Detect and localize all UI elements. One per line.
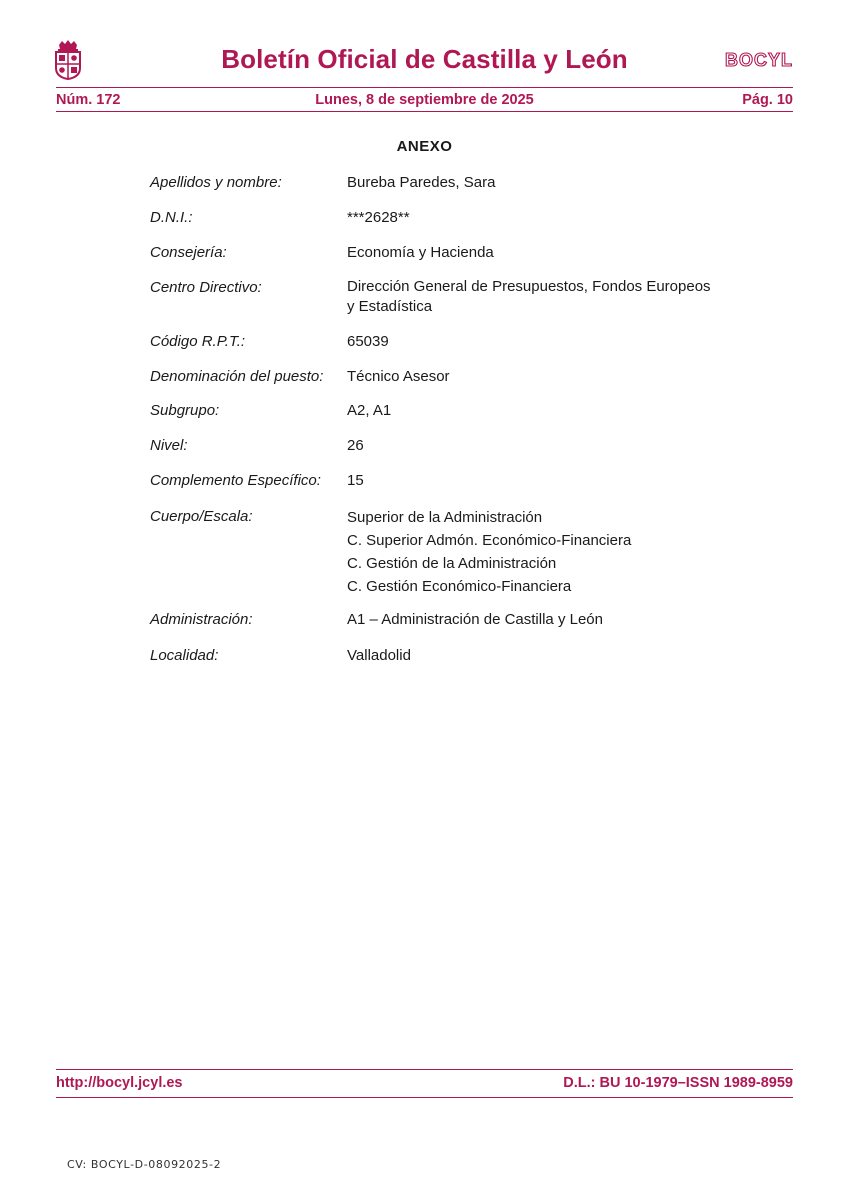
value-line: C. Superior Admón. Económico-Financiera	[347, 532, 632, 549]
field-label: Subgrupo:	[150, 402, 220, 419]
value-line: ***2628**	[347, 209, 410, 226]
value-line: Economía y Hacienda	[347, 244, 494, 261]
value-line: Valladolid	[347, 647, 411, 664]
field-value	[347, 366, 747, 388]
field-value	[347, 435, 747, 457]
field-label: Localidad:	[150, 647, 219, 664]
field-value	[347, 506, 747, 598]
value-line: A1 – Administración de Castilla y León	[347, 611, 603, 628]
field-value	[347, 242, 747, 264]
field-value	[347, 400, 747, 422]
field-label: Cuerpo/Escala:	[150, 508, 253, 525]
field-label: Administración:	[150, 611, 253, 628]
field-label: D.N.I.:	[150, 209, 193, 226]
legal-deposit-issn: D.L.: BU 10-1979–ISSN 1989-8959	[563, 1075, 793, 1091]
footer-rule-bottom	[56, 1097, 793, 1098]
header-rule-bottom	[56, 111, 793, 112]
value-line: y Estadística	[347, 298, 433, 315]
field-value	[347, 609, 747, 631]
value-line: Superior de la Administración	[347, 509, 543, 526]
field-label: Apellidos y nombre:	[150, 174, 282, 191]
annex-title: ANEXO	[396, 138, 453, 155]
field-label: Complemento Específico:	[150, 472, 321, 489]
cv-verification-code: CV: BOCYL-D-08092025-2	[67, 1158, 222, 1171]
value-line: Técnico Asesor	[347, 368, 450, 385]
field-value	[347, 470, 747, 492]
issue-number: Núm. 172	[56, 92, 121, 108]
bocyl-logo: BOCYL	[725, 50, 793, 70]
value-line: 65039	[347, 333, 389, 350]
field-label: Centro Directivo:	[150, 279, 262, 296]
field-value	[347, 207, 747, 229]
value-line: C. Gestión Económico-Financiera	[347, 578, 572, 595]
field-label: Consejería:	[150, 244, 227, 261]
bocyl-website-link[interactable]: http://bocyl.jcyl.es	[56, 1075, 183, 1091]
value-line: 15	[347, 472, 364, 489]
value-line: Bureba Paredes, Sara	[347, 174, 496, 191]
header-rule-top	[56, 87, 793, 88]
field-value	[347, 645, 747, 667]
issue-date: Lunes, 8 de septiembre de 2025	[315, 92, 534, 108]
field-label: Denominación del puesto:	[150, 368, 324, 385]
bulletin-title: Boletín Oficial de Castilla y León	[221, 44, 628, 74]
field-label: Nivel:	[150, 437, 188, 454]
value-line: A2, A1	[347, 402, 392, 419]
field-value	[347, 331, 747, 353]
page-number: Pág. 10	[742, 92, 793, 108]
footer-rule-top	[56, 1069, 793, 1070]
value-line: C. Gestión de la Administración	[347, 555, 557, 572]
value-line: 26	[347, 437, 364, 454]
field-label: Código R.P.T.:	[150, 333, 246, 350]
field-value	[347, 172, 747, 194]
issue-meta-row	[56, 92, 793, 110]
value-line: Dirección General de Presupuestos, Fondos Europeos	[347, 278, 711, 295]
field-value	[347, 277, 747, 317]
